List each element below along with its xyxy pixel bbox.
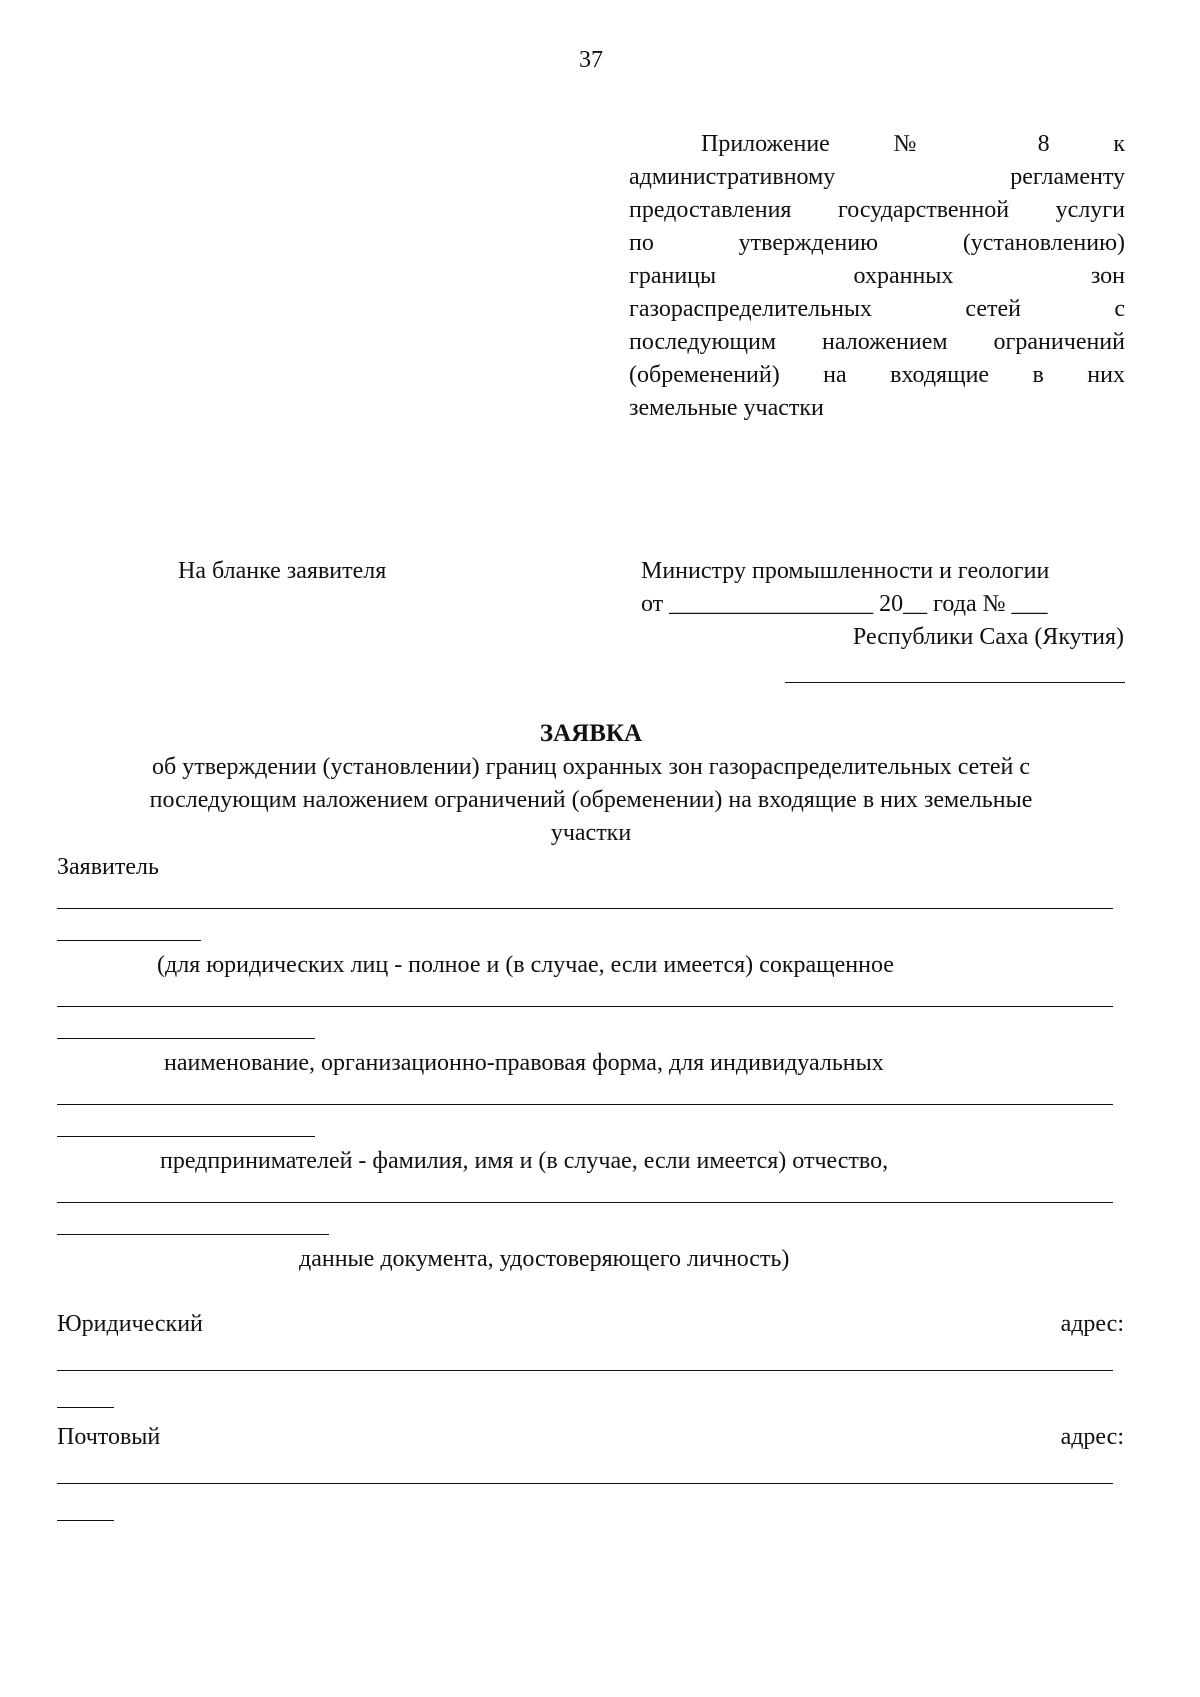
applicant-hint-line: предпринимателей - фамилия, имя и (в случае, если имеется) отчество, <box>160 1148 889 1174</box>
appendix-line: последующим наложением ограничений <box>629 329 1125 355</box>
appendix-line: земельные участки <box>629 395 824 421</box>
legal-address-field-line[interactable] <box>57 1370 1113 1371</box>
applicant-hint-line: данные документа, удостоверяющего личность) <box>299 1246 790 1272</box>
legal-address-label: Юридический <box>57 1311 203 1337</box>
postal-address-field-line-tail[interactable] <box>57 1520 114 1521</box>
applicant-field-line-tail[interactable] <box>57 1136 315 1137</box>
applicant-label: Заявитель <box>57 854 159 880</box>
appendix-line: предоставления государственной услуги <box>629 197 1125 223</box>
legal-address-field-line-tail[interactable] <box>57 1407 114 1408</box>
applicant-field-line-tail[interactable] <box>57 1038 315 1039</box>
applicant-field-line-tail[interactable] <box>57 1234 329 1235</box>
applicant-field-line[interactable] <box>57 1202 1113 1203</box>
appendix-line: по утверждению (установлению) <box>629 230 1125 256</box>
form-title: ЗАЯВКА <box>539 720 643 747</box>
form-subtitle-line: последующим наложением ограничений (обременении) на входящие в них земельные <box>149 787 1033 813</box>
legal-address-label-right: адрес: <box>1060 1311 1124 1337</box>
postal-address-field-line[interactable] <box>57 1483 1113 1484</box>
appendix-note <box>629 128 1125 425</box>
form-subtitle-line: участки <box>550 820 632 846</box>
postal-address-label: Почтовый <box>57 1424 161 1450</box>
appendix-line: границы охранных зон <box>629 263 1125 289</box>
addressee-line-2: от _________________ 20__ года № ___ <box>641 591 1048 617</box>
addressee-blank-line <box>785 682 1125 683</box>
appendix-line: административному регламенту <box>629 164 1125 190</box>
postal-address-label-right: адрес: <box>1060 1424 1124 1450</box>
applicant-field-line-tail[interactable] <box>57 940 201 941</box>
appendix-line: газораспределительных сетей с <box>629 296 1125 322</box>
page-number: 37 <box>579 47 603 73</box>
applicant-field-line[interactable] <box>57 1006 1113 1007</box>
applicant-hint-line: (для юридических лиц - полное и (в случае, если имеется) сокращенное <box>157 952 894 978</box>
applicant-field-line[interactable] <box>57 908 1113 909</box>
appendix-line: Приложение № 8 к <box>701 131 1125 157</box>
letterhead-note: На бланке заявителя <box>178 558 387 584</box>
appendix-line: (обременений) на входящие в них <box>629 362 1125 388</box>
addressee-line-1: Министру промышленности и геологии <box>641 558 1050 584</box>
addressee-line-3: Республики Саха (Якутия) <box>852 624 1124 650</box>
form-subtitle-line: об утверждении (установлении) границ охранных зон газораспределительных сетей с <box>152 754 1030 780</box>
applicant-field-line[interactable] <box>57 1104 1113 1105</box>
applicant-hint-line: наименование, организационно-правовая форма, для индивидуальных <box>164 1050 884 1076</box>
